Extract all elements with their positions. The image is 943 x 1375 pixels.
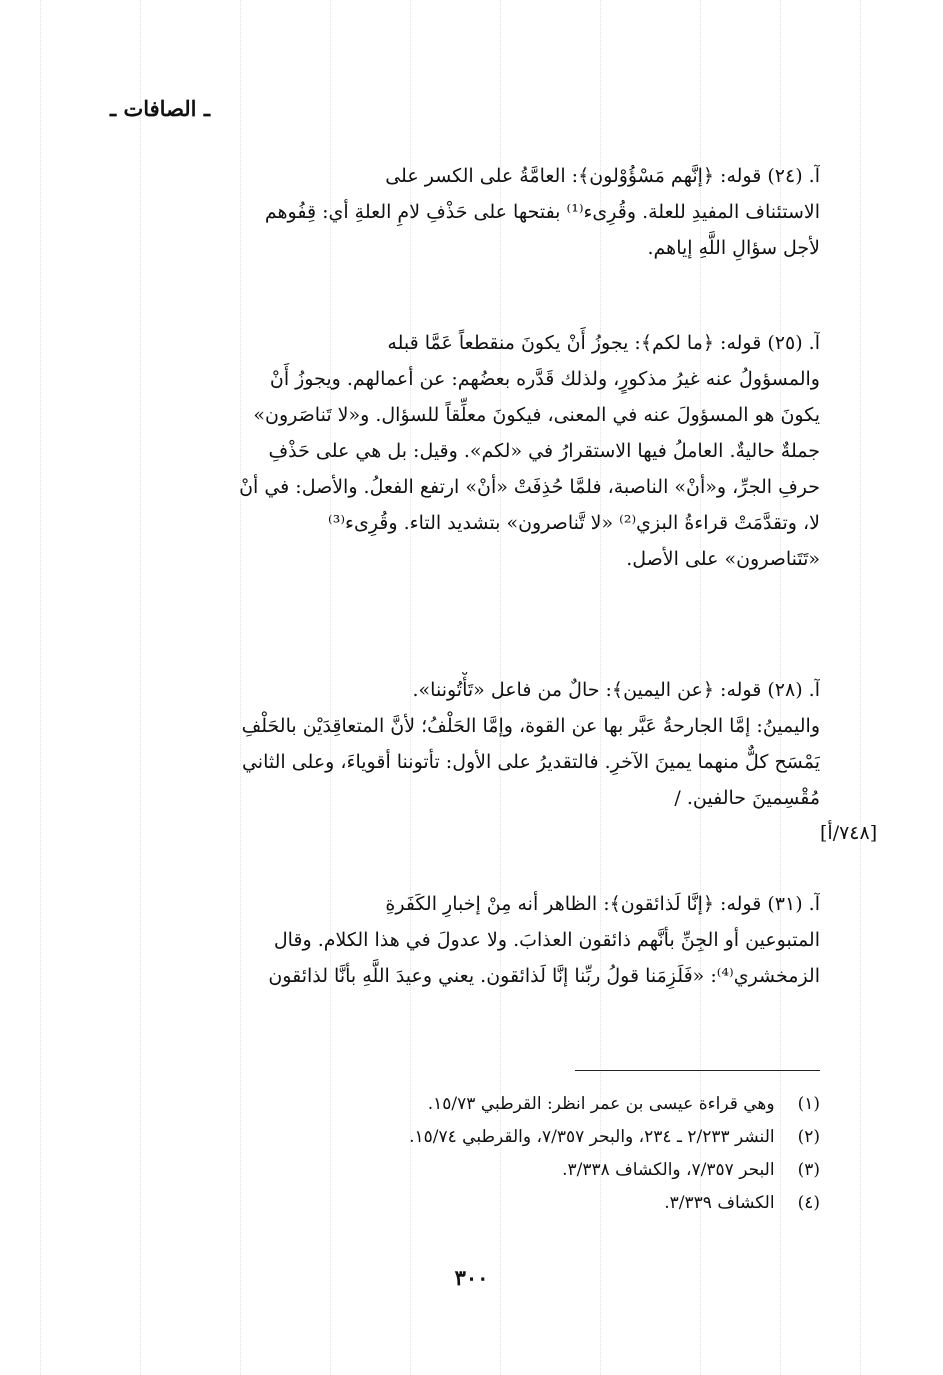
footnote <box>200 1121 820 1154</box>
text-line: «تَتَناصرون» على الأصل. <box>626 548 820 570</box>
commentary-section <box>120 325 820 577</box>
running-header: ـ الصافات ـ <box>110 96 210 121</box>
text-line: آ. (٢٤) قوله: ﴿إنَّهم مَسْؤُوْلون﴾: العامَّةُ على الكسر على <box>385 165 820 187</box>
text-line: مُقْسِمينَ حالفين. / <box>674 787 820 809</box>
footnote <box>200 1154 820 1187</box>
text-line: والمسؤولُ عنه غيرُ مذكورٍ، ولذلك قَدَّره بعضُهم: عن أعمالهم. ويجوزُ أَنْ <box>269 368 820 390</box>
scan-texture <box>860 0 861 1375</box>
footnote-number: (١) <box>797 1094 820 1114</box>
footnote-text: الكشاف ٣/٣٣٩. <box>664 1193 775 1213</box>
text-line: آ. (٢٥) قوله: ﴿ما لكم﴾: يجوزُ أَنْ يكونَ منقطعاً عَمَّا قبله <box>387 332 820 354</box>
footnotes <box>200 1088 820 1220</box>
text-line: يَمْسَح كلٌّ منهما يمينَ الآخرِ. فالتقديرُ على الأول: تأتوننا أقوياءَ، وعلى الثاني <box>241 751 820 773</box>
manuscript-folio-note: [٧٤٨/أ] <box>820 822 878 844</box>
footnote-number: (٤) <box>797 1193 820 1213</box>
footnote <box>200 1088 820 1121</box>
footnote-text: البحر ٧/٣٥٧، والكشاف ٣/٣٣٨. <box>562 1160 775 1180</box>
commentary-section <box>120 886 820 994</box>
text-line: المتبوعين أو الجِنِّ بأنَّهم ذائقون العذابَ. ولا عدولَ في هذا الكلام. وقال <box>273 929 820 951</box>
footnote-divider <box>575 1070 820 1071</box>
text-line: آ. (٣١) قوله: ﴿إنَّا لَذائقون﴾: الظاهر أنه مِنْ إخبارِ الكَفَرةِ <box>385 893 820 915</box>
text-line: الزمخشري⁽⁴⁾: «فَلَزِمَنا قولُ ربِّنا إنَّا لَذائقون. يعني وعيدَ اللَّهِ بأنَّا لذائقون <box>268 965 820 987</box>
text-line: واليمينُ: إمَّا الجارحةُ عَبَّر بها عن القوة، وإمَّا الحَلْفُ؛ لأنَّ المتعاقِدَيْن بالحَلْفِ <box>241 715 820 737</box>
footnote-text: وهي قراءة عيسى بن عمر انظر: القرطبي ١٥/٧٣. <box>427 1094 775 1114</box>
commentary-section <box>120 158 820 266</box>
text-line: آ. (٢٨) قوله: ﴿عن اليمين﴾: حالٌ من فاعل «تَأْتُوننا». <box>412 679 820 701</box>
footnote-text: النشر ٢/٢٣٣ ـ ٢٣٤، والبحر ٧/٣٥٧، والقرطبي ١٥/٧٤. <box>409 1127 775 1147</box>
footnote <box>200 1187 820 1220</box>
text-line: لأجل سؤالِ اللَّهِ إياهم. <box>647 237 820 259</box>
page-number: ٣٠٠ <box>454 1265 489 1290</box>
text-line: الاستئناف المفيدِ للعلة. وقُرِىء⁽¹⁾ بفتحها على حَذْفِ لامِ العلةِ أي: قِفُوهم <box>264 201 820 223</box>
scan-texture <box>40 0 41 1375</box>
footnote-number: (٣) <box>797 1160 820 1180</box>
footnote-number: (٢) <box>797 1127 820 1147</box>
text-line: حرفِ الجرِّ، و«أنْ» الناصبة، فلمَّا حُذِفَتْ «أنْ» ارتفع الفعلُ. والأصل: في أنْ <box>239 476 820 498</box>
text-line: لا، وتقدَّمَتْ قراءةُ البزي⁽²⁾ «لا تَّناصرون» بتشديد التاء. وقُرِىء⁽³⁾ <box>328 512 820 534</box>
text-line: جملةٌ حاليةٌ. العاملُ فيها الاستقرارُ في «لكم». وقيل: بل هي على حَذْفِ <box>268 440 820 462</box>
text-line: يكونَ هو المسؤولَ عنه في المعنى، فيكونَ معلِّقاً للسؤال. و«لا تَناصَرون» <box>253 404 820 426</box>
commentary-section <box>120 672 820 816</box>
